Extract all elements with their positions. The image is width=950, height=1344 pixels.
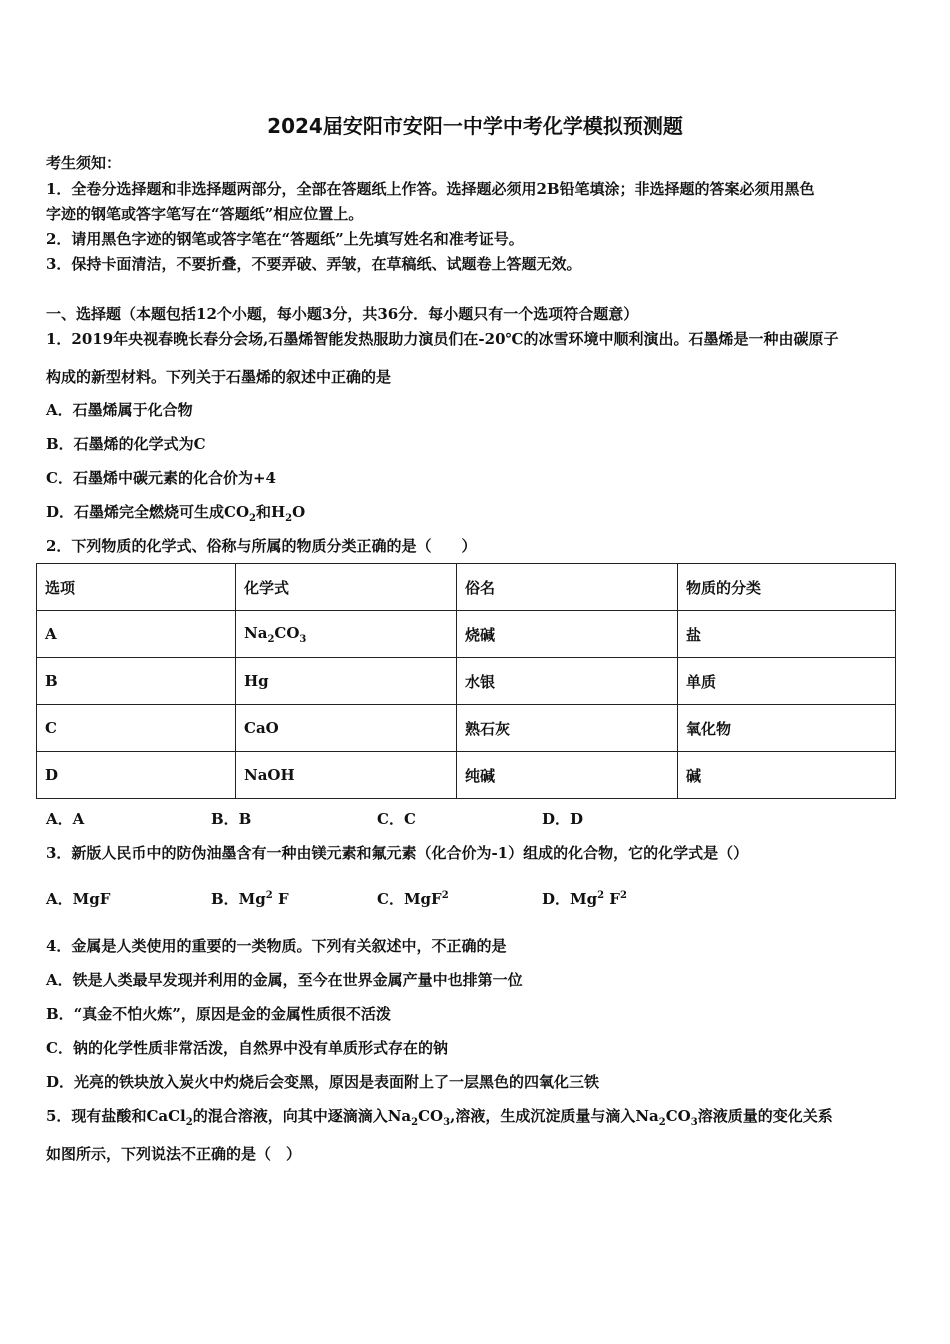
q2-option-c: C．C [377, 810, 416, 828]
notice-item-2: 2．请用黑色字迹的钢笔或答字笔在“答题纸”上先填写姓名和准考证号。 [46, 230, 524, 248]
q3-stem: 3．新版人民币中的防伪油墨含有一种由镁元素和氟元素（化合价为-1）组成的化合物，它的化学式是（） [46, 844, 749, 862]
q3-option-c: C．MgF$^2$ [377, 890, 449, 908]
table-cell: B [37, 658, 236, 705]
q2-option-a: A．A [46, 810, 85, 828]
q3-option-a: A．MgF [46, 890, 111, 908]
q4-option-b: B．“真金不怕火炼”，原因是金的金属性质很不活泼 [46, 1005, 391, 1023]
q4-option-c: C．钠的化学性质非常活泼，自然界中没有单质形式存在的钠 [46, 1039, 448, 1057]
q1-option-a: A．石墨烯属于化合物 [46, 401, 193, 419]
table-cell: A [37, 611, 236, 658]
notice-heading: 考生须知： [46, 154, 122, 172]
table-cell: C [37, 705, 236, 752]
q2-stem: 2．下列物质的化学式、俗称与所属的物质分类正确的是（ ） [46, 537, 477, 555]
section-heading: 一、选择题（本题包括12个小题，每小题3分，共36分．每小题只有一个选项符合题意） [46, 305, 639, 323]
q3-option-b: B．Mg$^2$ F [211, 890, 289, 908]
notice-item-1-cont: 字迹的钢笔或答字笔写在“答题纸”相应位置上。 [46, 205, 364, 223]
q1-option-d: D．石墨烯完全燃烧可生成$CO_2$和$H_2O$ [46, 503, 306, 524]
table-cell: 纯碱 [457, 752, 678, 799]
q1-stem-line2: 构成的新型材料。下列关于石墨烯的叙述中正确的是 [46, 368, 392, 386]
table-cell: 水银 [457, 658, 678, 705]
q4-stem: 4．金属是人类使用的重要的一类物质。下列有关叙述中，不正确的是 [46, 937, 507, 955]
table-header-cell: 选项 [37, 564, 236, 611]
table-header-cell: 化学式 [236, 564, 457, 611]
q1-option-c: C．石墨烯中碳元素的化合价为+4 [46, 469, 276, 487]
q4-option-a: A．铁是人类最早发现并利用的金属，至今在世界金属产量中也排第一位 [46, 971, 523, 989]
q1-option-b: B．石墨烯的化学式为C [46, 435, 206, 453]
table-cell: 熟石灰 [457, 705, 678, 752]
table-cell: 烧碱 [457, 611, 678, 658]
notice-item-1: 1．全卷分选择题和非选择题两部分，全部在答题纸上作答。选择题必须用2B铅笔填涂；非选择题的答案必须用黑色 [46, 180, 815, 198]
table-header-row [37, 564, 896, 611]
table-cell: Hg [236, 658, 457, 705]
table-row [37, 611, 896, 658]
q4-option-d: D．光亮的铁块放入炭火中灼烧后会变黑，原因是表面附上了一层黑色的四氧化三铁 [46, 1073, 600, 1091]
table-cell: 氧化物 [678, 705, 896, 752]
q1-stem-line1: 1．2019年央视春晚长春分会场,石墨烯智能发热服助力演员们在-20℃的冰雪环境中顺利演出。石墨烯是一种由碳原子 [46, 330, 839, 348]
notice-item-3: 3．保持卡面清洁，不要折叠，不要弄破、弄皱，在草稿纸、试题卷上答题无效。 [46, 255, 582, 273]
table-cell: 碱 [678, 752, 896, 799]
q3-option-d: D．Mg$^2$ $F^2$ [542, 890, 627, 908]
table-cell: D [37, 752, 236, 799]
q2-option-d: D．D [542, 810, 584, 828]
table-header-cell: 俗名 [457, 564, 678, 611]
table-row [37, 705, 896, 752]
q2-table [36, 563, 896, 799]
table-cell: 盐 [678, 611, 896, 658]
table-cell: 单质 [678, 658, 896, 705]
q5-stem-line2: 如图所示，下列说法不正确的是（ ） [46, 1145, 302, 1163]
table-row [37, 658, 896, 705]
table-cell: $Na_2CO_3$ [236, 611, 457, 658]
q5-stem-line1: 5．现有盐酸和CaCl$_2$的混合溶液，向其中逐滴滴入$Na_2CO_3$,溶液，生成沉淀质量与滴入$Na_2CO_3$溶液质量的变化关系 [46, 1107, 833, 1128]
table-row [37, 752, 896, 799]
table-header-cell: 物质的分类 [678, 564, 896, 611]
table-cell: NaOH [236, 752, 457, 799]
q2-option-b: B．B [211, 810, 252, 828]
table-cell: CaO [236, 705, 457, 752]
page-title: 2024届安阳市安阳一中学中考化学模拟预测题 [267, 114, 683, 138]
